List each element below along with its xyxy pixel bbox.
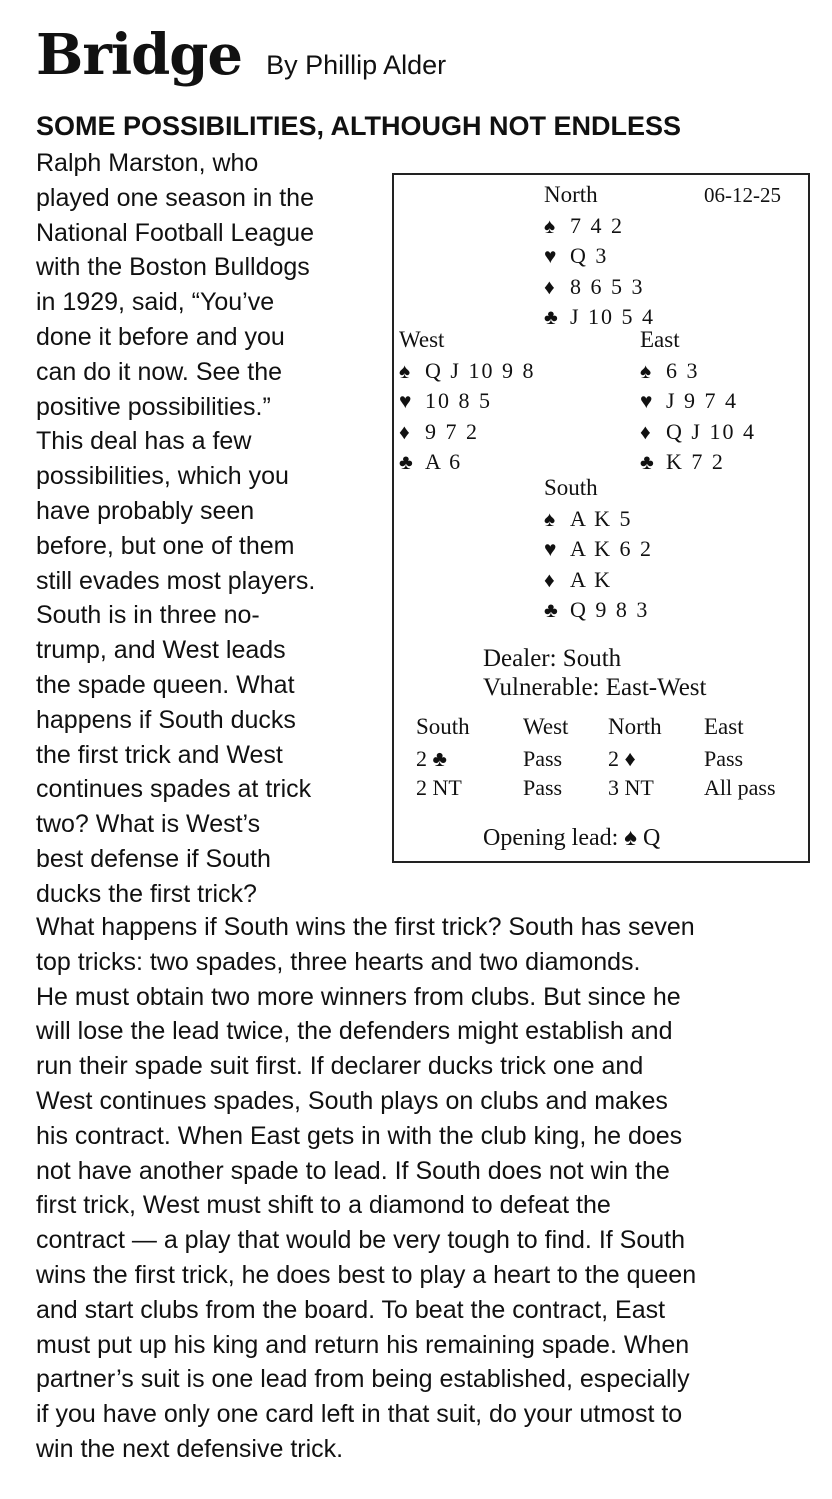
text-line: possibilities, which you (36, 462, 289, 491)
south-hearts: A K 6 2 (570, 536, 654, 561)
text-line: played one season in the (36, 183, 314, 212)
deal-date: 06-12-25 (704, 183, 781, 207)
hand-label-west: West (399, 327, 445, 352)
west-hand (399, 325, 535, 478)
text-line: positive possibilities.” (36, 392, 271, 421)
north-clubs: J 10 5 4 (570, 304, 656, 329)
heart-icon: ♥ (544, 537, 557, 561)
hand-label-south: South (544, 475, 598, 500)
diamond-icon: ♦ (640, 419, 651, 444)
text-line: still evades most players. (36, 566, 316, 595)
text-line: happens if South ducks (36, 705, 296, 734)
west-hearts: 10 8 5 (425, 388, 492, 413)
auction-bid: 3 NT (608, 775, 654, 800)
text-line: with the Boston Bulldogs (36, 253, 310, 282)
club-icon: ♣ (544, 305, 558, 329)
text-line: in 1929, said, “You’ve (36, 288, 275, 317)
east-clubs: K 7 2 (666, 449, 725, 474)
club-icon: ♣ (399, 450, 413, 474)
text-line: first trick, West must shift to a diamond to defeat the (36, 1191, 611, 1220)
east-hearts: J 9 7 4 (666, 388, 739, 413)
auction-table (416, 710, 796, 802)
north-hand (544, 180, 655, 333)
text-line: ducks the first trick? (36, 879, 257, 908)
text-line: not have another spade to lead. If South does not win the (36, 1156, 670, 1185)
auction-header (416, 710, 796, 744)
west-clubs: A 6 (425, 449, 463, 474)
auction-header-north: North (608, 714, 662, 739)
text-line: National Football League (36, 218, 314, 247)
south-clubs: Q 9 8 3 (570, 597, 650, 622)
column-text (36, 146, 376, 912)
diamond-icon: ♦ (544, 567, 555, 592)
heart-icon: ♥ (399, 389, 412, 413)
diamond-icon: ♦ (399, 419, 410, 444)
text-line: if you have only one card left in that suit, do your utmost to (36, 1400, 683, 1429)
body-text (36, 910, 826, 1467)
text-line: done it before and you (36, 322, 285, 351)
auction-bid: 2 NT (416, 775, 462, 800)
text-line: trump, and West leads (36, 636, 286, 665)
text-line: He must obtain two more winners from clubs. But since he (36, 982, 681, 1011)
diamond-icon: ♦ (544, 274, 555, 299)
south-diamonds: A K (570, 566, 613, 592)
east-spades: 6 3 (666, 357, 700, 383)
auction-header-east: East (704, 714, 744, 739)
club-icon: ♣ (544, 598, 558, 622)
west-diamonds: 9 7 2 (425, 418, 479, 444)
west-spades: Q J 10 9 8 (425, 357, 536, 383)
text-line: and start clubs from the board. To beat the contract, East (36, 1295, 666, 1324)
text-line: Ralph Marston, who (36, 149, 259, 177)
text-line: top tricks: two spades, three hearts and two diamonds. (36, 947, 641, 976)
text-line: South is in three no- (36, 601, 260, 630)
south-hand (544, 473, 653, 626)
text-line: contract — a play that would be very tough to find. If South (36, 1226, 685, 1255)
text-line: win the next defensive trick. (36, 1434, 344, 1463)
heart-icon: ♥ (544, 244, 557, 268)
text-line: have probably seen (36, 496, 255, 525)
text-line: the first trick and West (36, 740, 283, 769)
auction-row (416, 744, 796, 773)
column-title: Bridge (36, 22, 243, 88)
byline: By Phillip Alder (266, 50, 447, 80)
north-spades: 7 4 2 (570, 212, 624, 238)
north-diamonds: 8 6 5 3 (570, 273, 645, 299)
text-line: partner’s suit is one lead from being established, especially (36, 1365, 690, 1394)
auction-bid: 2 ♦ (608, 746, 636, 771)
text-line: two? What is West’s (36, 810, 261, 839)
text-line: his contract. When East gets in with the club king, he does (36, 1121, 683, 1150)
auction-row (416, 773, 796, 802)
auction-bid: Pass (523, 775, 563, 800)
text-line: will lose the lead twice, the defenders might establish and (36, 1017, 673, 1046)
text-line: What happens if South wins the first trick? South has seven (36, 913, 695, 941)
spade-icon: ♠ (544, 506, 556, 531)
auction-header-south: South (416, 714, 470, 739)
dealer-info: Dealer: South (483, 645, 622, 672)
auction-header-west: West (523, 714, 569, 739)
deal-diagram (392, 173, 810, 863)
text-line: before, but one of them (36, 531, 295, 560)
opening-lead: Opening lead: ♠ Q (483, 825, 661, 851)
north-hearts: Q 3 (570, 243, 609, 268)
headline: SOME POSSIBILITIES, ALTHOUGH NOT ENDLESS (36, 111, 682, 141)
text-line: best defense if South (36, 844, 271, 873)
spade-icon: ♠ (640, 358, 652, 383)
auction-bid: Pass (704, 746, 744, 771)
club-icon: ♣ (640, 450, 654, 474)
text-line: wins the first trick, he does best to play a heart to the queen (36, 1260, 697, 1289)
vulnerability-info: Vulnerable: East-West (483, 674, 707, 701)
auction-bid: 2 ♣ (416, 746, 447, 771)
auction-bid: Pass (523, 746, 563, 771)
text-line: This deal has a few (36, 427, 252, 456)
heart-icon: ♥ (640, 389, 653, 413)
south-spades: A K 5 (570, 505, 633, 531)
spade-icon: ♠ (544, 213, 556, 238)
text-line: the spade queen. What (36, 670, 295, 699)
text-line: run their spade suit first. If declarer ducks trick one and (36, 1052, 644, 1081)
east-diamonds: Q J 10 4 (666, 418, 756, 444)
text-line: must put up his king and return his remaining spade. When (36, 1330, 690, 1359)
masthead (36, 22, 446, 88)
text-line: West continues spades, South plays on clubs and makes (36, 1086, 668, 1115)
hand-label-north: North (544, 182, 598, 207)
hand-label-east: East (640, 327, 680, 352)
spade-icon: ♠ (399, 358, 411, 383)
text-line: continues spades at trick (36, 775, 312, 804)
auction-bid: All pass (704, 775, 776, 800)
east-hand (640, 325, 756, 478)
text-line: can do it now. See the (36, 357, 283, 386)
